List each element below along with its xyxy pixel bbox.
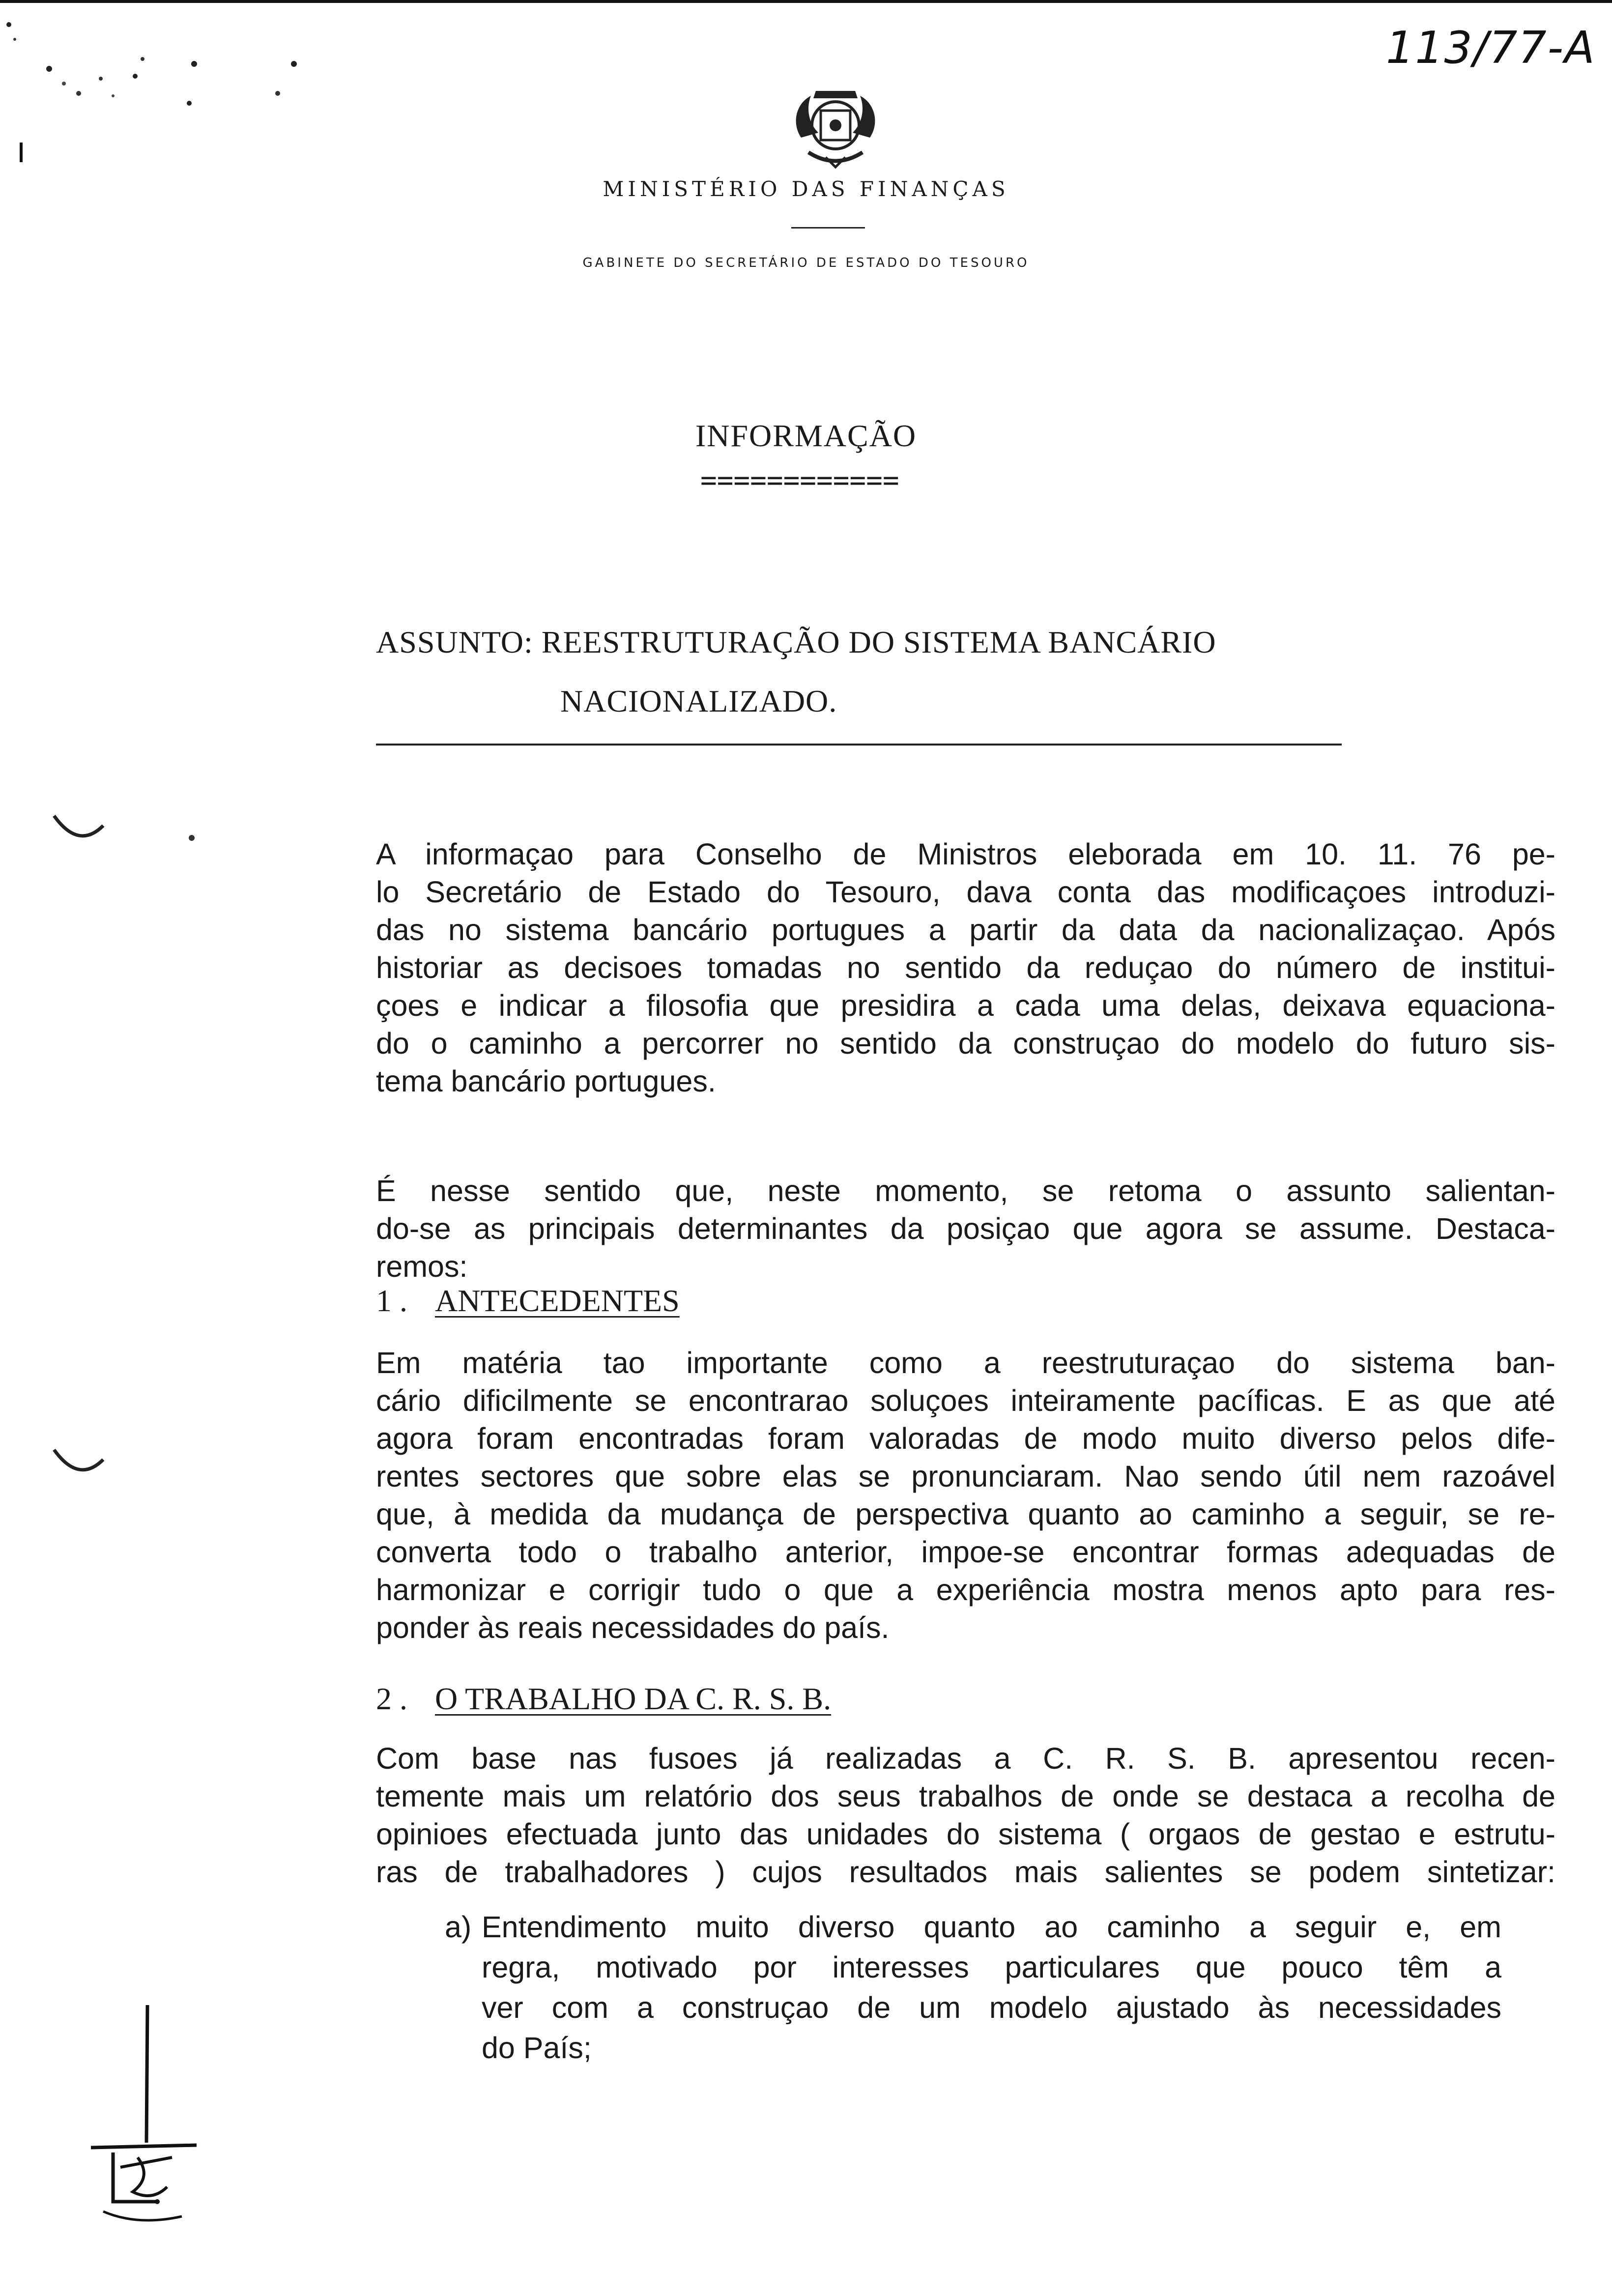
section-title: O TRABALHO DA C. R. S. B.	[435, 1681, 832, 1716]
punch-hole-mark-icon	[49, 1440, 108, 1484]
text-line: çoes e indicar a filosofia que presidira a cada uma delas, deixava equaciona-	[376, 989, 1555, 1022]
section-heading-2	[376, 1681, 831, 1717]
text-line: que, à medida da mudança de perspectiva quanto ao caminho a seguir, se re-	[376, 1497, 1555, 1531]
text-line: do o caminho a percorrer no sentido da construçao do modelo do futuro sis-	[376, 1027, 1555, 1060]
ministry-name: MINISTÉRIO DAS FINANÇAS	[603, 177, 1009, 201]
paragraph-2	[376, 1172, 1555, 1286]
ministry-divider	[791, 227, 865, 229]
text-line: ver com a construçao de um modelo ajustado às necessidades	[482, 1991, 1501, 2024]
text-line: remos:	[376, 1250, 468, 1283]
text-line: tema bancário portugues.	[376, 1064, 716, 1098]
text-line: harmonizar e corrigir tudo o que a experiência mostra menos apto para res-	[376, 1573, 1555, 1607]
text-line: temente mais um relatório dos seus trabalhos de onde se destaca a recolha de	[376, 1779, 1555, 1813]
document-title: INFORMAÇÃO	[695, 418, 917, 453]
section-number: 2 .	[376, 1681, 407, 1716]
text-line: do País;	[482, 2031, 592, 2065]
text-line: das no sistema bancário portugues a partir da data da nacionalizaçao. Após	[376, 913, 1555, 947]
list-item-marker: a)	[445, 1910, 472, 1944]
section-heading-1	[376, 1283, 680, 1319]
paragraph-1	[376, 835, 1555, 1100]
punch-hole-mark-icon	[49, 806, 108, 850]
text-line: Em matéria tao importante como a reestruturaçao do sistema ban-	[376, 1346, 1555, 1379]
text-line: ras de trabalhadores ) cujos resultados mais salientes se podem sintetizar:	[376, 1855, 1555, 1889]
list-item-a	[445, 1907, 1501, 2068]
document-title-underline: ============	[700, 464, 899, 496]
text-line: agora foram encontradas foram valoradas de modo muito diverso pelos dife-	[376, 1422, 1555, 1455]
scan-specks	[0, 0, 344, 197]
text-line: opinioes efectuada junto das unidades do sistema ( orgaos de gestao e estrutu-	[376, 1817, 1555, 1851]
text-line: historiar as decisoes tomadas no sentido da reduçao do número de institui-	[376, 951, 1555, 984]
text-line: cário dificilmente se encontrarao soluçoes inteiramente pacíficas. E as que até	[376, 1384, 1555, 1417]
text-line: Entendimento muito diverso quanto ao caminho a seguir e, em	[482, 1910, 1501, 1944]
text-line: A informaçao para Conselho de Ministros eleborada em 10. 11. 76 pe-	[376, 837, 1555, 871]
section-number: 1 .	[376, 1283, 407, 1318]
text-line: lo Secretário de Estado do Tesouro, dava conta das modificaçoes introduzi-	[376, 875, 1555, 909]
text-line: rentes sectores que sobre elas se pronunciaram. Nao sendo útil nem razoável	[376, 1460, 1555, 1493]
text-line: Com base nas fusoes já realizadas a C. R. S. B. apresentou recen-	[376, 1742, 1555, 1775]
text-line: do-se as principais determinantes da posiçao que agora se assume. Destaca-	[376, 1212, 1555, 1245]
coat-of-arms-icon	[781, 84, 890, 172]
section-title: ANTECEDENTES	[435, 1283, 680, 1318]
cabinet-name: GABINETE DO SECRETÁRIO DE ESTADO DO TESOURO	[582, 256, 1030, 270]
section-2-body	[376, 1740, 1555, 1891]
handwritten-initials-signature	[84, 2005, 202, 2241]
subject-divider	[376, 744, 1342, 746]
text-line: regra, motivado por interesses particulares que pouco têm a	[482, 1951, 1501, 1984]
text-line: ponder às reais necessidades do país.	[376, 1611, 890, 1644]
subject-line-1: ASSUNTO: REESTRUTURAÇÃO DO SISTEMA BANCÁRIO	[376, 625, 1216, 660]
text-line: converta todo o trabalho anterior, impoe-se encontrar formas adequadas de	[376, 1535, 1555, 1569]
scan-speck	[187, 833, 197, 843]
text-line: É nesse sentido que, neste momento, se retoma o assunto salientan-	[376, 1174, 1555, 1207]
document-reference-number: 113/77-A	[1386, 22, 1596, 74]
section-1-body	[376, 1344, 1555, 1647]
subject-line-2: NACIONALIZADO.	[560, 684, 837, 718]
